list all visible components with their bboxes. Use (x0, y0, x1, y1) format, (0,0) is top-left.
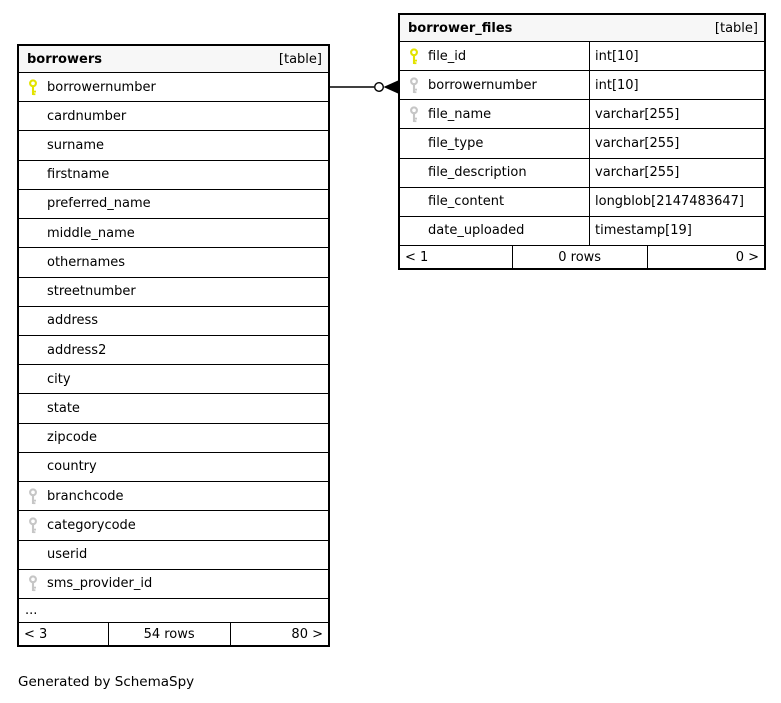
truncated-columns-indicator: ... (19, 599, 328, 623)
column-name: file_id (428, 48, 467, 64)
child-count: 0 > (735, 249, 759, 265)
column-name: date_uploaded (428, 223, 525, 239)
column-row (19, 424, 328, 453)
column-name: borrowernumber (428, 77, 537, 93)
column-row (19, 570, 328, 599)
column-row (19, 511, 328, 540)
key-slot (409, 48, 428, 65)
column-row (19, 365, 328, 394)
column-name: streetnumber (47, 284, 136, 300)
column-row (19, 102, 328, 131)
column-row (400, 100, 764, 129)
column-row (19, 190, 328, 219)
table-header (19, 46, 328, 73)
column-name: userid (47, 547, 88, 563)
column-row (19, 161, 328, 190)
index-key-icon (409, 106, 419, 123)
relationship-connector (329, 77, 398, 97)
parent-count: < 1 (400, 246, 513, 268)
column-row (19, 219, 328, 248)
column-row (400, 188, 764, 217)
index-key-icon (409, 77, 419, 94)
column-name: surname (47, 138, 104, 154)
column-row (19, 336, 328, 365)
column-name-cell (400, 100, 590, 128)
column-type: int[10] (595, 77, 639, 93)
primary-key-icon (409, 48, 419, 65)
column-row (19, 73, 328, 102)
column-name: city (47, 371, 71, 387)
column-row (19, 307, 328, 336)
column-name: branchcode (47, 488, 124, 504)
column-name: country (47, 459, 97, 475)
table-type-badge: [table] (714, 20, 758, 36)
arrowhead-icon (384, 81, 399, 94)
zero-or-one-circle-icon (375, 83, 384, 92)
table-footer (400, 246, 764, 268)
key-slot (409, 106, 428, 123)
key-slot (28, 517, 47, 534)
column-type: longblob[2147483647] (595, 194, 744, 210)
column-type: varchar[255] (595, 165, 680, 181)
column-row (19, 394, 328, 423)
column-name: borrowernumber (47, 79, 156, 95)
column-name: othernames (47, 254, 126, 270)
column-name: sms_provider_id (47, 576, 153, 592)
column-row (19, 278, 328, 307)
column-type: varchar[255] (595, 135, 680, 151)
column-name: firstname (47, 167, 110, 183)
column-list (400, 42, 764, 246)
column-row (400, 71, 764, 100)
column-row (400, 42, 764, 71)
key-slot (28, 575, 47, 592)
column-name: address (47, 313, 99, 329)
column-row (400, 159, 764, 188)
column-name-cell (400, 188, 590, 216)
column-name: file_description (428, 165, 527, 181)
column-name-cell (400, 217, 590, 245)
column-name-cell (400, 42, 590, 70)
row-count: 0 rows (513, 246, 648, 268)
column-name-cell (400, 159, 590, 187)
column-row (19, 482, 328, 511)
parent-count: < 3 (19, 623, 109, 645)
column-name-cell (400, 129, 590, 157)
primary-key-icon (28, 79, 38, 96)
key-slot (409, 77, 428, 94)
column-name: file_name (428, 106, 492, 122)
index-key-icon (28, 517, 38, 534)
column-name: file_content (428, 194, 505, 210)
column-row (19, 541, 328, 570)
column-name: address2 (47, 342, 107, 358)
column-type: int[10] (595, 48, 639, 64)
column-name: file_type (428, 135, 484, 151)
generated-by-caption: Generated by SchemaSpy (18, 674, 195, 690)
column-name: middle_name (47, 225, 135, 241)
column-row (19, 131, 328, 160)
table-borrowers[interactable] (17, 44, 330, 647)
column-list (19, 73, 328, 599)
table-footer (19, 623, 328, 645)
column-name: preferred_name (47, 196, 151, 212)
column-name-cell (400, 71, 590, 99)
column-name: zipcode (47, 430, 98, 446)
key-slot (28, 79, 47, 96)
column-name: state (47, 401, 80, 417)
table-type-badge: [table] (278, 51, 322, 67)
child-count: 80 > (291, 626, 323, 642)
column-row (400, 129, 764, 158)
key-slot (28, 488, 47, 505)
column-name: cardnumber (47, 108, 127, 124)
row-count: 54 rows (109, 623, 231, 645)
table-name: borrowers (27, 51, 102, 67)
column-row (19, 248, 328, 277)
column-type: timestamp[19] (595, 223, 692, 239)
column-type: varchar[255] (595, 106, 680, 122)
table-name: borrower_files (408, 20, 513, 36)
table-header (400, 15, 764, 42)
column-row (19, 453, 328, 482)
index-key-icon (28, 575, 38, 592)
index-key-icon (28, 488, 38, 505)
column-name: categorycode (47, 517, 136, 533)
table-borrower-files[interactable] (398, 13, 766, 270)
column-row (400, 217, 764, 246)
